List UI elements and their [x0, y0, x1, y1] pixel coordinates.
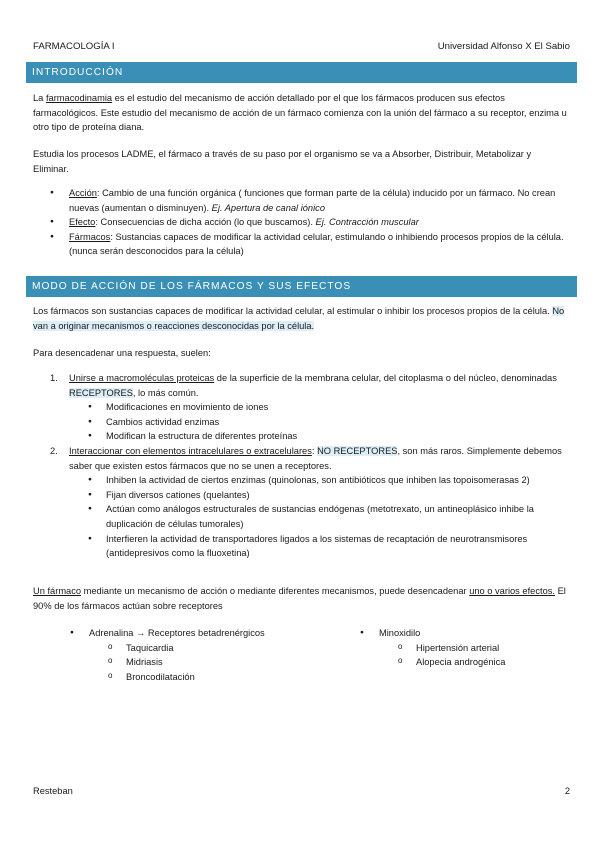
- list-item: o Taquicardia: [108, 641, 350, 656]
- list-item: ● Inhiben la actividad de ciertos enzimas (quinolonas, son antibióticos que inhiben las topoisomerasas 2): [88, 473, 570, 488]
- definitions-list: [50, 186, 570, 259]
- list-item: o Broncodilatación: [108, 670, 350, 685]
- list-item: ● Fijan diversos cationes (quelantes): [88, 488, 570, 503]
- list-item: ● Modificaciones en movimiento de iones: [88, 400, 570, 415]
- modo-paragraph-2: Para desencadenar una respuesta, suelen:: [33, 348, 211, 358]
- list-item: o Alopecia androgénica: [398, 655, 560, 670]
- list-item: ● Adrenalina → Receptores betadrenérgicos o Taquicardia o Midriasis o Broncodilatación: [70, 626, 350, 684]
- intro-paragraph-1: La farmacodinamia es el estudio del mecanismo de acción detallado por el que los fármacos producen sus efectos farmacológicos. Este estudio del mecanismo de acción de un fármaco comienza con la unión del fármaco a su receptor, enzima u otro tipo de proteína diana.: [33, 93, 567, 133]
- list-item: o Midriasis: [108, 655, 350, 670]
- mechanism-no-receptores: 2. Interaccionar con elementos intracelulares o extracelulares: NO RECEPTORES, son más raros. Simplemente debemos saber que existen estos fármacos que no se unen a receptores. ● Inhiben la actividad de ciertos enzimas (quinolonas, son antibióticos que inhiben las topoisomerasas 2) ● Fijan diversos cationes (quelantes) ● Actúan como análogos estructurales de sustancias endógenas (metotrexato, un antineoplásico inhibe la duplicación de células tumorales) ● Interfieren la actividad de transportadores ligados a los sistemas de recaptación de neurotransmisores (antidepresivos como la fluoxetina): [50, 444, 570, 561]
- list-item: ● Interfieren la actividad de transportadores ligados a los sistemas de recaptación de neurotransmisores (antidepresivos como la fluoxetina): [88, 532, 570, 561]
- list-item: ● Minoxidilo o Hipertensión arterial o Alopecia androgénica: [360, 626, 560, 670]
- list-item: o Hipertensión arterial: [398, 641, 560, 656]
- intro-paragraph-2: Estudia los procesos LADME, el fármaco a través de su paso por el organismo se va a Absorber, Distribuir, Metabolizar y Eliminar.: [33, 149, 532, 174]
- section-title-introduccion: INTRODUCCIÓN: [26, 62, 577, 83]
- receptores-sublist: [88, 400, 570, 444]
- example-minoxidilo: [360, 626, 560, 670]
- term-farmacodinamia: farmacodinamia: [45, 93, 113, 103]
- example-adrenalina: [70, 626, 350, 684]
- definition-farmacos: ● Fármacos: Sustancias capaces de modificar la actividad celular, estimulando o inhibiendo procesos propios de la célula. (nunca serán desconocidos para la célula): [50, 230, 570, 259]
- definition-efecto: ● Efecto: Consecuencias de dicha acción (lo que buscamos). Ej. Contracción muscular: [50, 215, 570, 230]
- modo-paragraph-3: Un fármaco mediante un mecanismo de acción o mediante diferentes mecanismos, puede desencadenar uno o varios efectos. El 90% de los fármacos actúan sobre receptores: [33, 586, 566, 611]
- mechanism-receptores: 1. Unirse a macromoléculas proteicas de la superficie de la membrana celular, del citoplasma o del núcleo, denominadas RECEPTORES, lo más común. ● Modificaciones en movimiento de iones ● Cambios actividad enzimas ● Modifican la estructura de diferentes proteínas: [50, 371, 570, 444]
- list-item: ● Actúan como análogos estructurales de sustancias endógenas (metotrexato, un antineoplásico inhibe la duplicación de células tumorales): [88, 502, 570, 531]
- header-subject: FARMACOLOGÍA I: [33, 41, 115, 52]
- highlight-receptores: RECEPTORES: [69, 387, 133, 398]
- list-item: ● Cambios actividad enzimas: [88, 415, 570, 430]
- definition-accion: ● Acción: Cambio de una función orgánica ( funciones que forman parte de la célula) inducido por un fármaco. No crean nuevas (aumentan o disminuyen). Ej. Apertura de canal iónico: [50, 186, 570, 215]
- modo-paragraph-1: Los fármacos son sustancias capaces de modificar la actividad celular, al estimular o inhibir los procesos propios de la célula. No van a originar mecanismos o reacciones desconocidas por la célula.: [33, 306, 565, 331]
- mechanisms-list: [50, 371, 570, 561]
- page-number: 2: [564, 786, 570, 796]
- footer-author: Resteban: [33, 786, 73, 796]
- highlight-no-receptores: NO RECEPTORES: [317, 445, 398, 456]
- section-title-modo-accion: MODO DE ACCIÓN DE LOS FÁRMACOS Y SUS EFECTOS: [26, 276, 577, 297]
- header-university: Universidad Alfonso X El Sabio: [437, 41, 570, 52]
- highlight-no-desconocidos: No van a originar mecanismos o reacciones desconocidas por la célula.: [33, 306, 565, 331]
- no-receptores-sublist: [88, 473, 570, 561]
- list-item: ● Modifican la estructura de diferentes proteínas: [88, 429, 570, 444]
